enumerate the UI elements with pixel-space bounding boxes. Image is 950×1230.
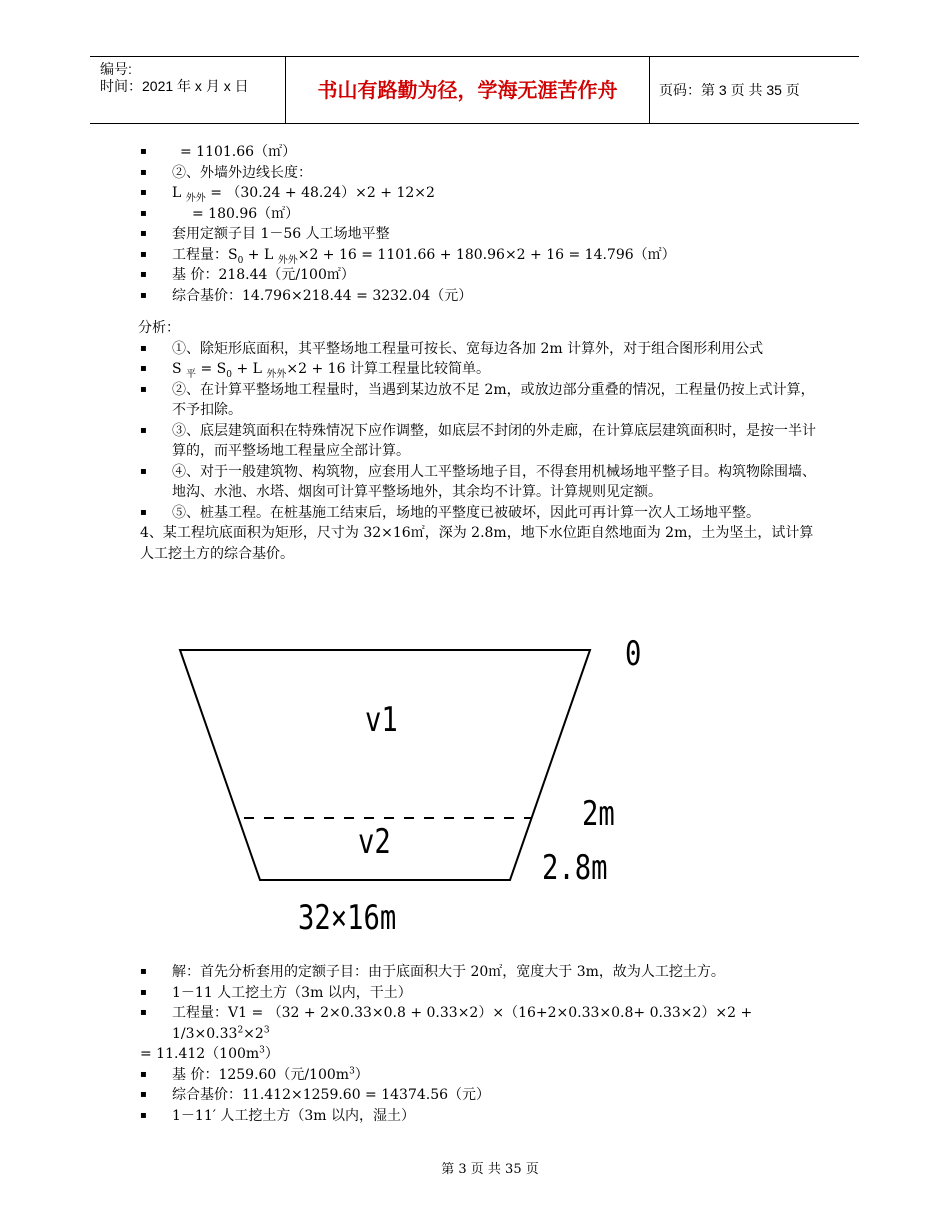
- list-item: [140, 962, 830, 983]
- main-content: [140, 142, 820, 564]
- list-item: [140, 224, 820, 245]
- superscript: 3: [259, 1045, 265, 1056]
- text-part: ）: [264, 1046, 279, 1062]
- list-item: [140, 245, 820, 266]
- v2-label: v2: [358, 822, 391, 862]
- text-part: ）: [354, 1066, 369, 1083]
- text-part: L: [172, 185, 186, 201]
- header-page-number: 页码：第 3 页 共 35 页: [659, 82, 800, 98]
- text-line: [140, 1044, 830, 1065]
- text-line: ①、除矩形底面积，其平整场地工程量可按长、宽每边各加 2m 计算外，对于组合图形利用公式: [172, 340, 764, 357]
- list-item: [140, 503, 820, 524]
- text-part: + L: [232, 361, 267, 377]
- ground-level-label: 0: [625, 634, 642, 674]
- list-item: [140, 1085, 830, 1106]
- list-item: [140, 286, 820, 307]
- subscript: 外外: [277, 254, 298, 266]
- code-label: 编号:: [100, 61, 132, 77]
- list-item: [140, 204, 820, 225]
- text-line: ②、外墙外边线长度：: [172, 164, 312, 181]
- text-part: 工程量：V1 = （32 + 2×0.33×0.8 + 0.33×2）×（16+2×0.33×0.8+ 0.33×2）×2 + 1/3×0.33: [172, 1005, 753, 1042]
- text-part: ×2: [243, 1025, 264, 1042]
- text-line: ③、底层建筑面积在特殊情况下应作调整，如底层不封闭的外走廊，在计算底层建筑面积时，是按一半计算的，而平整场地工程量应全部计算。: [172, 422, 816, 459]
- base-size-label: 32×16m: [298, 898, 397, 938]
- text-line: ②、在计算平整场地工程量时，当遇到某边放不足 2m，或放边部分重叠的情况，工程量仍按上式计算，不予扣除。: [172, 381, 815, 418]
- list-item: [140, 1065, 830, 1086]
- list-item: [140, 339, 820, 360]
- solution-content: [140, 962, 830, 1126]
- list-item: [140, 1106, 830, 1127]
- text-part: = （30.24 + 48.24）×2 + 12×2: [205, 185, 435, 201]
- list-item: [140, 265, 820, 286]
- list-item: [140, 359, 820, 380]
- list-item: [140, 380, 820, 421]
- superscript: 3: [349, 1065, 355, 1076]
- text-part: ×2 + 16 = 1101.66 + 180.96×2 + 16 = 14.796（㎡）: [297, 246, 676, 263]
- list-item: [140, 421, 820, 462]
- text-part: = S: [196, 361, 227, 377]
- text-part: ×2 + 16 计算工程量比较简单。: [286, 361, 490, 377]
- header-meta: [90, 57, 286, 123]
- text-line: 综合基价：11.412×1259.60 = 14374.56（元）: [172, 1087, 491, 1103]
- subscript: 0: [226, 369, 233, 380]
- text-line: 基 价：218.44（元/100㎡）: [172, 267, 355, 283]
- subscript: 外外: [266, 368, 287, 380]
- spacer: [140, 306, 820, 318]
- list-item: [140, 142, 820, 163]
- text-part: = 11.412（100m: [140, 1046, 260, 1062]
- pit-diagram: [170, 630, 670, 950]
- subscript: 平: [186, 368, 197, 380]
- list-item: [140, 462, 820, 503]
- text-part: S: [172, 361, 187, 377]
- total-depth-label: 2.8m: [542, 848, 608, 888]
- list-item: [140, 983, 830, 1004]
- v1-label: v1: [365, 700, 398, 740]
- analysis-heading: 分析：: [138, 320, 180, 336]
- water-depth-label: 2m: [582, 794, 615, 834]
- list-item: [140, 1003, 830, 1044]
- page-footer: 第 3 页 共 35 页: [441, 1162, 539, 1177]
- text-line: ⑤、桩基工程。在桩基施工结束后，场地的平整度已被破坏，因此可再计算一次人工场地平整。: [172, 504, 760, 521]
- text-line: ④、对于一般建筑物、构筑物，应套用人工平整场地子目，不得套用机械场地平整子目。构筑物除围墙、地沟、水池、水塔、烟囱可计算平整场地外，其余均不计算。计算规则见定额。: [172, 463, 816, 500]
- superscript: 2: [237, 1024, 244, 1035]
- text-line: 套用定额子目 1－56 人工场地平整: [172, 226, 390, 242]
- question-4: 4、某工程坑底面积为矩形，尺寸为 32×16㎡，深为 2.8m，地下水位距自然地面为 2m，土为坚土，试计算人工挖土方的综合基价。: [140, 525, 814, 562]
- text-line: = 180.96（㎡）: [192, 205, 300, 222]
- text-line: 1－11 人工挖土方（3m 以内，干土）: [172, 984, 412, 1001]
- text-part: + L: [243, 246, 278, 263]
- superscript: 3: [263, 1024, 270, 1035]
- text-line: 1－11′ 人工挖土方（3m 以内，湿土）: [172, 1107, 415, 1124]
- subscript: 外外: [185, 192, 206, 204]
- text-line: 综合基价：14.796×218.44 = 3232.04（元）: [172, 287, 473, 304]
- page-header: [90, 56, 859, 124]
- text-line: = 1101.66（㎡）: [180, 144, 297, 160]
- text-line: 解：首先分析套用的定额子目：由于底面积大于 20㎡，宽度大于 3m，故为人工挖土方。: [172, 964, 725, 980]
- list-item: [140, 163, 820, 184]
- subscript: 0: [237, 255, 244, 266]
- time-label: 时间：2021 年 x 月 x 日: [100, 78, 249, 94]
- text-part: 基 价：1259.60（元/100m: [172, 1066, 350, 1083]
- header-motto: 书山有路勤为径，学海无涯苦作舟: [286, 57, 650, 123]
- list-item: [140, 183, 820, 204]
- pit-diagram-svg: [170, 630, 670, 950]
- text-part: 工程量：S: [172, 246, 238, 263]
